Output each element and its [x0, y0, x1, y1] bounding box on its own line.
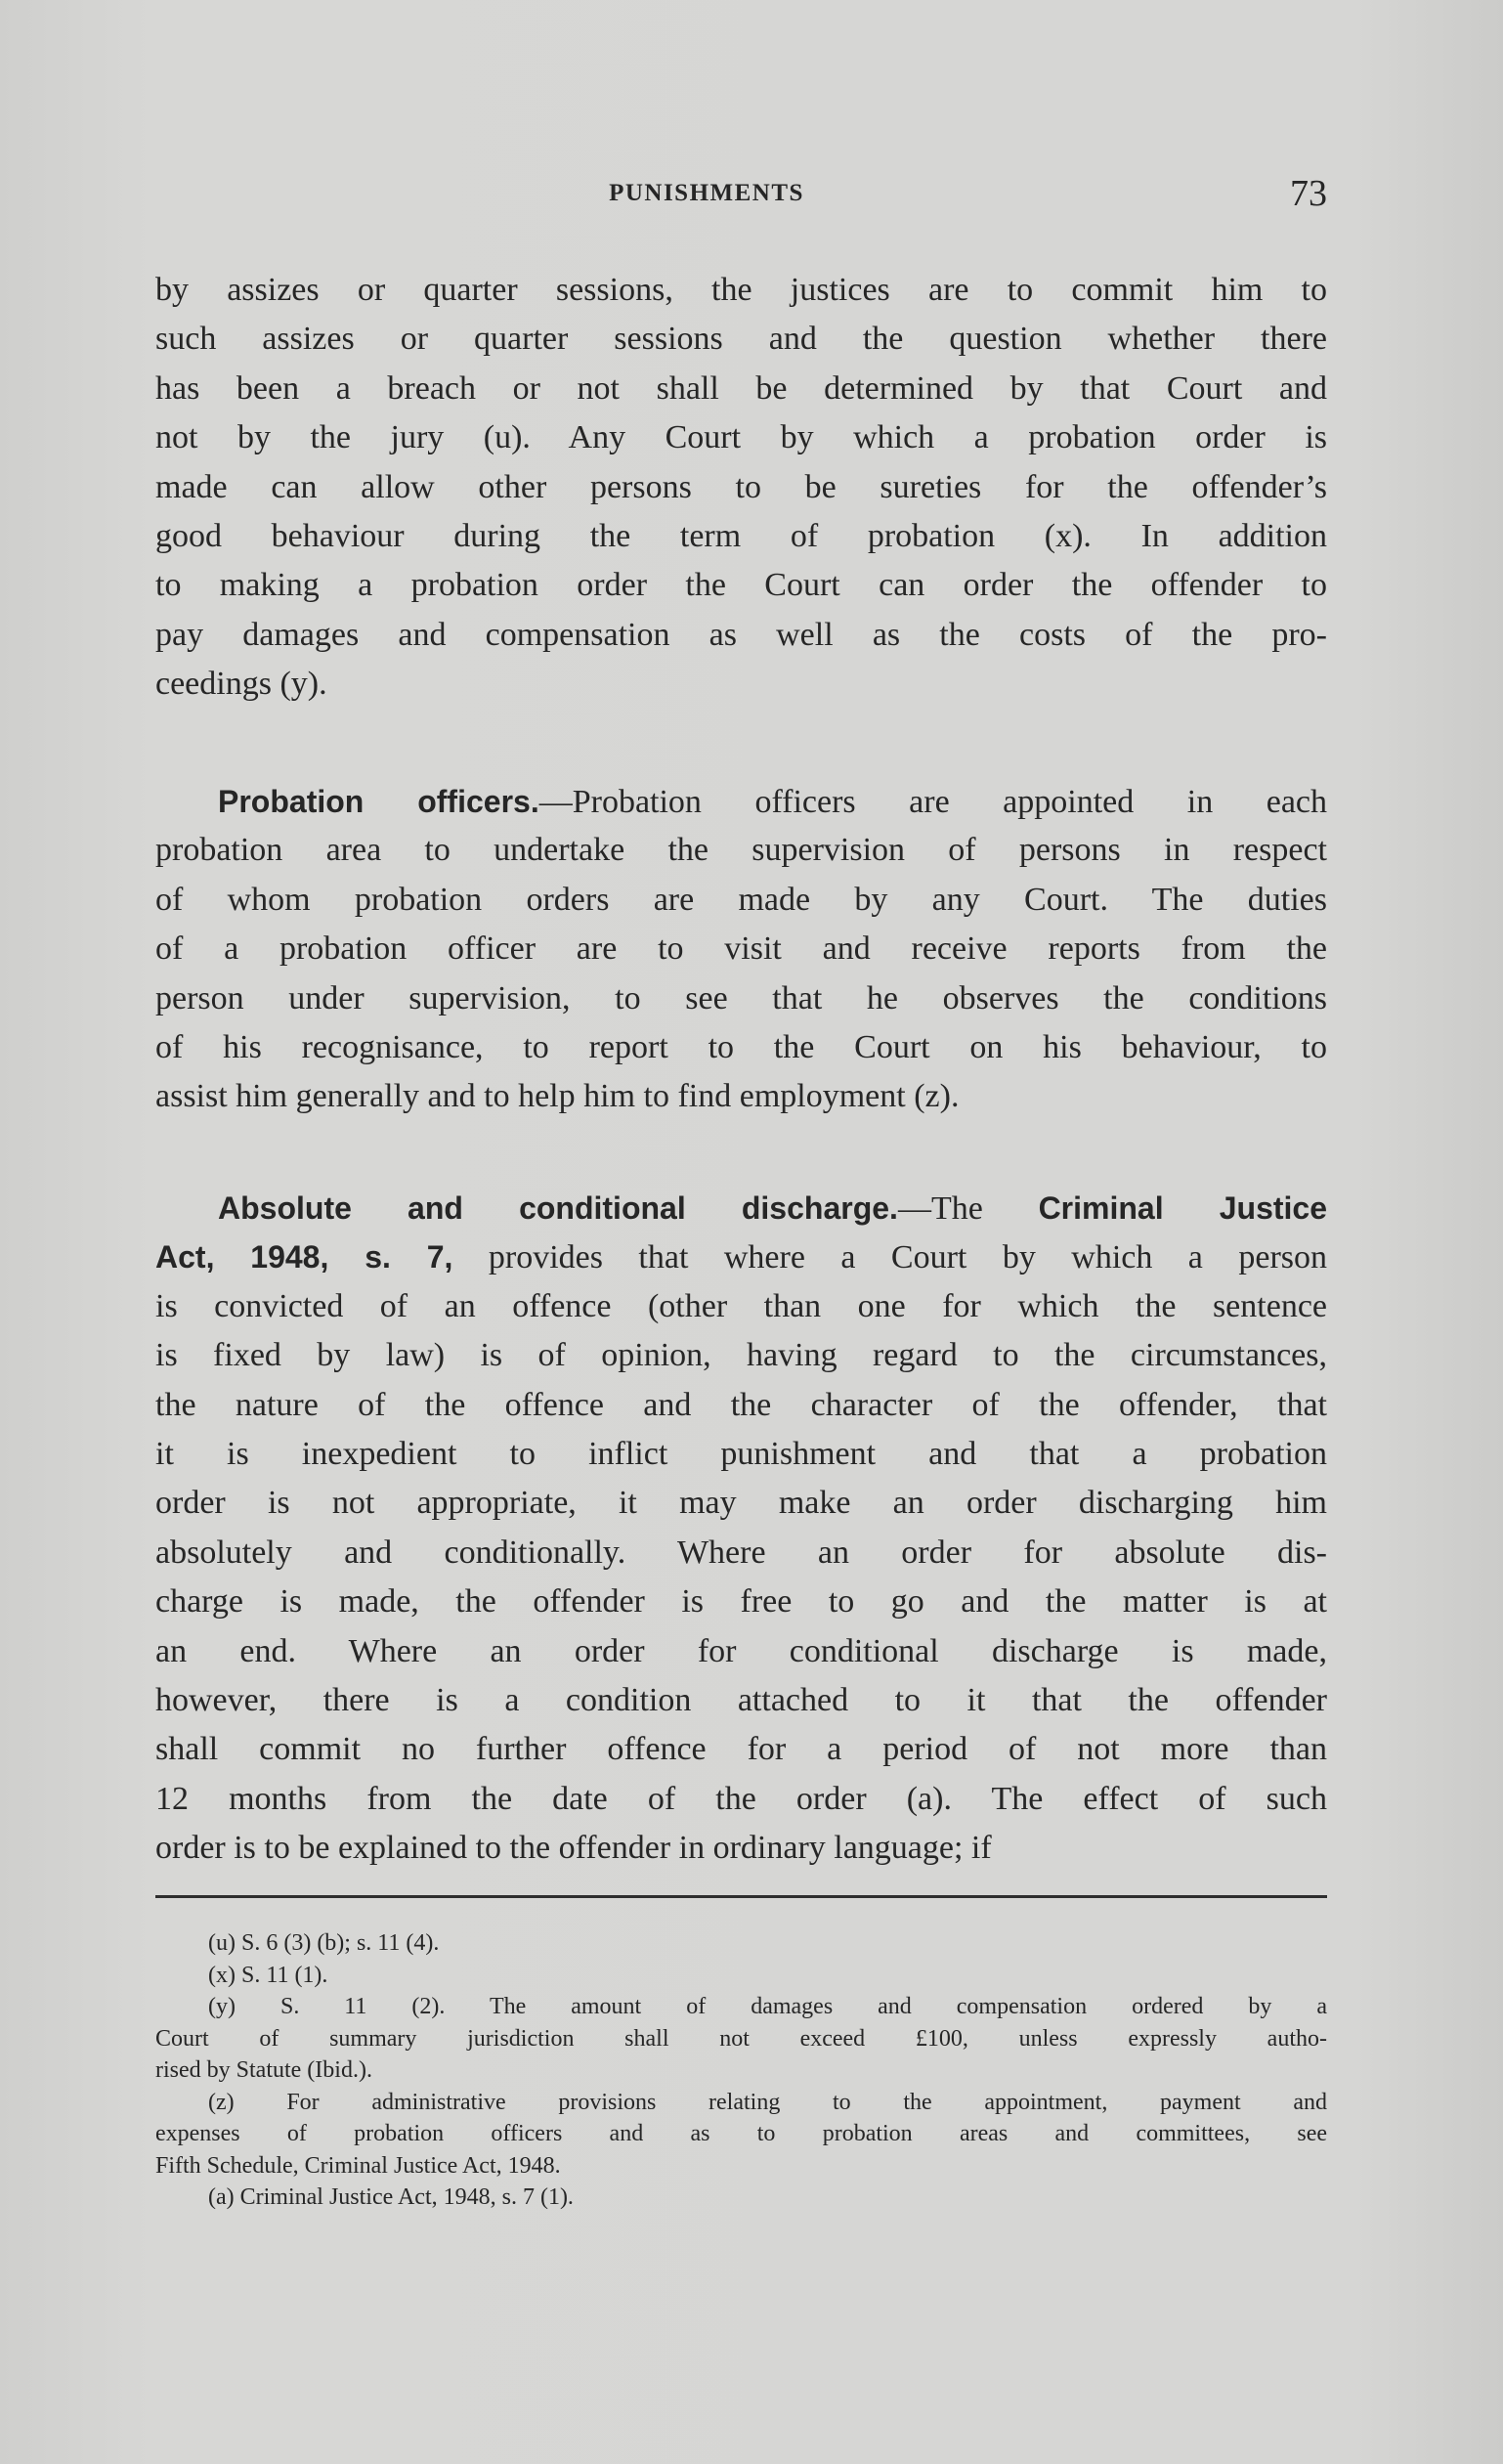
- text-line: [155, 974, 1327, 1023]
- footnote-line: (a) Criminal Justice Act, 1948, s. 7 (1).: [208, 2184, 574, 2210]
- text-line: [155, 1023, 1327, 1072]
- body-text: is convicted of an offence (other than one for which the sentence: [155, 1287, 1327, 1324]
- paragraph-continuation: [155, 266, 1327, 710]
- body-text: of his recognisance, to report to the Court on his behaviour, to: [155, 1028, 1327, 1065]
- text-line: [155, 266, 1327, 315]
- text-line: [155, 1578, 1327, 1626]
- body-text: made can allow other persons to be sureties for the offender’s: [155, 468, 1327, 505]
- text-line: [155, 1676, 1327, 1725]
- text-line: [155, 1232, 1327, 1281]
- footnote-line: (z) For administrative provisions relating to the appointment, payment and: [208, 2089, 1327, 2115]
- body-text: such assizes or quarter sessions and the question whether there: [155, 321, 1327, 358]
- text-line: [155, 1184, 1327, 1232]
- body-text: an end. Where an order for conditional discharge is made,: [155, 1632, 1327, 1669]
- footnote-line: expenses of probation officers and as to probation areas and committees, see: [155, 2121, 1327, 2146]
- footnotes: [155, 1927, 1327, 2214]
- body-text: of whom probation orders are made by any Court. The duties: [155, 881, 1327, 918]
- footnote-line: (u) S. 6 (3) (b); s. 11 (4).: [208, 1930, 440, 1956]
- text-line: [155, 660, 1327, 709]
- body-text: order is not appropriate, it may make an order discharging him: [155, 1485, 1327, 1522]
- text-line: [155, 1072, 1327, 1121]
- body-text: to making a probation order the Court can order the offender to: [155, 567, 1327, 604]
- text-line: [155, 1775, 1327, 1824]
- body-text: the nature of the offence and the character of the offender, that: [155, 1386, 1327, 1423]
- body-text: has been a breach or not shall be determined by that Court and: [155, 369, 1327, 407]
- running-header: PUNISHMENTS: [609, 180, 804, 206]
- bold-heading-text: Probation officers.: [218, 784, 539, 819]
- text-line: [155, 1479, 1327, 1528]
- footnote-line: (x) S. 11 (1).: [208, 1962, 328, 1988]
- page-number: 73: [1290, 173, 1327, 214]
- text-line: [155, 512, 1327, 561]
- body-text: however, there is a condition attached to it that the offender: [155, 1681, 1327, 1718]
- footnote-divider: [155, 1895, 1327, 1898]
- text-line: [155, 365, 1327, 413]
- body-text: 12 months from the date of the order (a). The effect of such: [155, 1780, 1327, 1817]
- text-line: [155, 1627, 1327, 1676]
- text-line: [155, 1725, 1327, 1774]
- body-text: it is inexpedient to inflict punishment and that a probation: [155, 1435, 1327, 1472]
- body-text: provides that where a Court by which a person: [452, 1239, 1327, 1276]
- bold-heading-text: Criminal Justice: [1038, 1190, 1328, 1226]
- body-text: good behaviour during the term of probation (x). In addition: [155, 517, 1327, 554]
- body-text: assist him generally and to help him to find employment (z).: [155, 1078, 960, 1115]
- body-text: charge is made, the offender is free to go and the matter is at: [155, 1583, 1327, 1621]
- body-text: —Probation officers are appointed in each: [538, 784, 1327, 820]
- text-line: [155, 1529, 1327, 1578]
- footnote-line: Fifth Schedule, Criminal Justice Act, 1948.: [155, 2152, 561, 2179]
- body-text: absolutely and conditionally. Where an order for absolute dis-: [155, 1534, 1327, 1571]
- text-line: [155, 413, 1327, 462]
- footnote-line: rised by Statute (Ibid.).: [155, 2057, 372, 2083]
- body-text: not by the jury (u). Any Court by which a probation order is: [155, 419, 1327, 456]
- text-line: [155, 315, 1327, 364]
- body-text: is fixed by law) is of opinion, having regard to the circumstances,: [155, 1337, 1327, 1374]
- text-line: [155, 611, 1327, 660]
- body-text: ceedings (y).: [155, 666, 327, 703]
- body-text: by assizes or quarter sessions, the justices are to commit him to: [155, 272, 1327, 308]
- body-text: person under supervision, to see that he observes the conditions: [155, 979, 1327, 1016]
- footnote-line: (y) S. 11 (2). The amount of damages and compensation ordered by a: [208, 1994, 1327, 2019]
- body-text: probation area to undertake the supervision of persons in respect: [155, 832, 1327, 869]
- text-line: [155, 1430, 1327, 1479]
- body-text: of a probation officer are to visit and receive reports from the: [155, 930, 1327, 968]
- bold-heading-text: Absolute and conditional discharge.: [218, 1190, 898, 1226]
- paragraph-absolute-conditional-discharge: [155, 1184, 1327, 1873]
- body-text: shall commit no further offence for a period of not more than: [155, 1731, 1327, 1768]
- text-line: [155, 561, 1327, 610]
- bold-heading-text: Act, 1948, s. 7,: [155, 1239, 453, 1275]
- text-line: [155, 826, 1327, 875]
- body-text: —The: [897, 1190, 1039, 1227]
- text-line: [155, 1331, 1327, 1380]
- footnote-line: Court of summary jurisdiction shall not exceed £100, unless expressly autho-: [155, 2025, 1327, 2052]
- paragraph-probation-officers: [155, 777, 1327, 1122]
- text-line: [155, 777, 1327, 826]
- text-line: [155, 876, 1327, 925]
- text-line: [155, 463, 1327, 512]
- text-line: [155, 1824, 1327, 1873]
- text-line: [155, 925, 1327, 973]
- text-line: [155, 1381, 1327, 1430]
- text-line: [155, 1282, 1327, 1331]
- body-text: order is to be explained to the offender in ordinary language; if: [155, 1830, 992, 1867]
- body-text: pay damages and compensation as well as the costs of the pro-: [155, 616, 1327, 653]
